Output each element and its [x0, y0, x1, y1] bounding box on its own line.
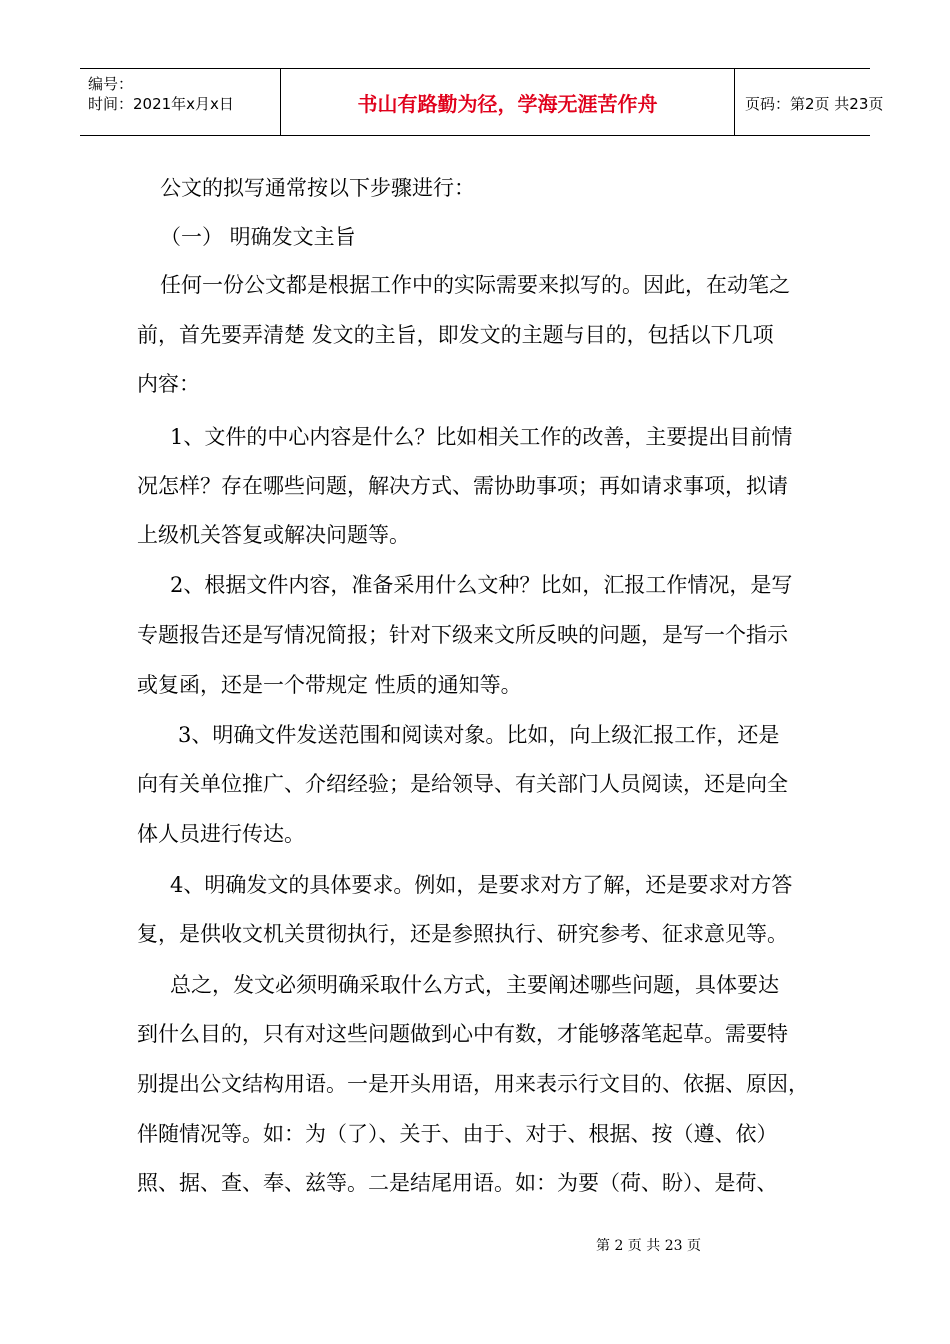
- body-line: 专题报告还是写情况简报；针对下级来文所反映的问题，是写一个指示: [137, 623, 788, 647]
- body-line: 或复函，还是一个带规定 性质的通知等。: [137, 673, 522, 697]
- body-line: 伴随情况等。如：为（了）、关于、由于、对于、根据、按（遵、依）: [137, 1122, 778, 1146]
- body-line: 总之，发文必须明确采取什么方式，主要阐述哪些问题，具体要达: [170, 973, 779, 997]
- body-line: 前，首先要弄清楚 发文的主旨，即发文的主题与目的，包括以下几项: [137, 323, 774, 347]
- header-right-cell: [735, 69, 884, 135]
- body-line: 任何一份公文都是根据工作中的实际需要来拟写的。因此，在动笔之: [160, 273, 790, 297]
- body-line: 别提出公文结构用语。一是开头用语，用来表示行文目的、依据、原因，: [137, 1072, 809, 1096]
- body-line: 3、明确文件发送范围和阅读对象。比如，向上级汇报工作，还是: [178, 723, 780, 747]
- page-footer: 第 2 页 共 23 页: [596, 1238, 701, 1254]
- body-line: 到什么目的，只有对这些问题做到心中有数，才能够落笔起草。需要特: [137, 1022, 788, 1046]
- body-line: 体人员进行传达。: [137, 822, 305, 846]
- body-line: 1、文件的中心内容是什么？比如相关工作的改善，主要提出目前情: [170, 425, 793, 449]
- document-date: 时间：2021年x月x日: [88, 95, 234, 113]
- body-line: 内容：: [137, 372, 200, 396]
- body-line: 照、据、查、奉、兹等。二是结尾用语。如：为要（荷、盼）、是荷、: [137, 1171, 778, 1195]
- header-left-cell: [80, 69, 280, 135]
- body-line: 4、明确发文的具体要求。例如，是要求对方了解，还是要求对方答: [170, 873, 793, 897]
- body-line: 上级机关答复或解决问题等。: [137, 523, 410, 547]
- body-line: 况怎样？存在哪些问题，解决方式、需协助事项；再如请求事项，拟请: [137, 474, 788, 498]
- body-line: 2、根据文件内容，准备采用什么文种？比如，汇报工作情况，是写: [170, 573, 793, 597]
- body-line-intro: 公文的拟写通常按以下步骤进行：: [160, 176, 475, 200]
- section-heading: （一） 明确发文主旨: [160, 225, 356, 249]
- page-header: [80, 68, 884, 136]
- document-number-label: 编号：: [88, 75, 134, 93]
- header-middle-cell: [280, 69, 735, 135]
- body-line: 复，是供收文机关贯彻执行，还是参照执行、研究参考、征求意见等。: [137, 922, 788, 946]
- header-page-info: 页码：第2页 共23页: [745, 95, 884, 113]
- body-line: 向有关单位推广、介绍经验；是给领导、有关部门人员阅读，还是向全: [137, 772, 788, 796]
- header-motto: 书山有路勤为径，学海无涯苦作舟: [357, 92, 658, 116]
